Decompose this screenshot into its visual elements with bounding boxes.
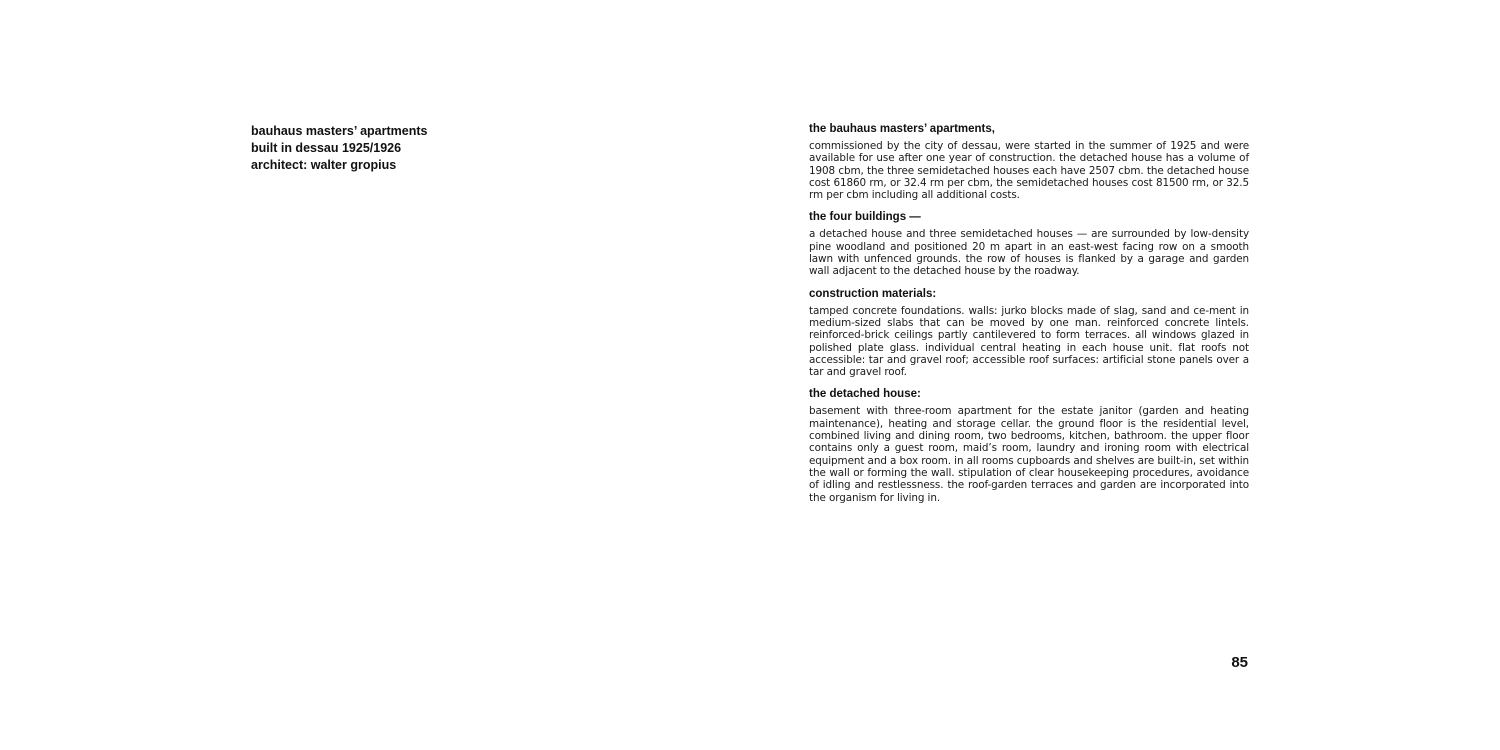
section-detached-house	[809, 387, 1249, 503]
section-construction-materials	[809, 287, 1249, 379]
heading-line-title: bauhaus masters’ apartments	[251, 124, 428, 138]
heading-line-location-date: built in dessau 1925/1926	[251, 141, 402, 155]
section-body: a detached house and three semidetached houses — are surrounded by low-density pine woodland and positioned 20 m apart in an east-west facing row on a smooth lawn with unfenced grounds. the row of houses is flanked by a garage and garden wall adjacent to the detached house by the roadway.	[809, 228, 1249, 278]
section-apartments	[809, 122, 1249, 201]
article-text-column	[809, 122, 1249, 513]
section-title: construction materials:	[809, 287, 937, 300]
section-body: commissioned by the city of dessau, were started in the summer of 1925 and were available for use after one year of construction. the detached house has a volume of 1908 cbm, the three semidetached houses each have 2507 cbm. the detached house cost 61860 rm, or 32.4 rm per cbm, the semidetached houses cost 81500 rm, or 32.5 rm per cbm including all additional costs.	[809, 140, 1249, 202]
section-title: the detached house:	[809, 388, 921, 401]
section-body: tamped concrete foundations. walls: jurko blocks made of slag, sand and ce-ment in medium-sized slabs that can be moved by one man. reinforced concrete lintels. reinforced-brick ceilings partly cantilevered to form terraces. all windows glazed in polished plate glass. individual central heating in each house unit. flat roofs not accessible: tar and gravel roof; accessible roof surfaces: artificial stone panels over a tar and gravel roof.	[809, 304, 1249, 379]
section-title: the bauhaus masters’ apartments,	[809, 123, 995, 135]
heading-line-architect: architect: walter gropius	[251, 158, 397, 172]
section-four-buildings	[809, 210, 1249, 277]
section-body: basement with three-room apartment for the estate janitor (garden and heating maintenance), heating and storage cellar. the ground floor is the residential level, combined living and dining room, two bedrooms, kitchen, bathroom. the upper floor contains only a guest room, maid’s room, laundry and ironing room with electrical equipment and a box room. in all rooms cupboards and shelves are built-in, set within the wall or forming the wall. stipulation of clear housekeeping procedures, avoidance of idling and restlessness. the roof-garden terraces and garden are incorporated into the organism for living in.	[809, 405, 1249, 504]
page-number: 85	[1231, 654, 1248, 671]
section-title: the four buildings —	[809, 211, 921, 224]
book-heading	[251, 123, 631, 174]
